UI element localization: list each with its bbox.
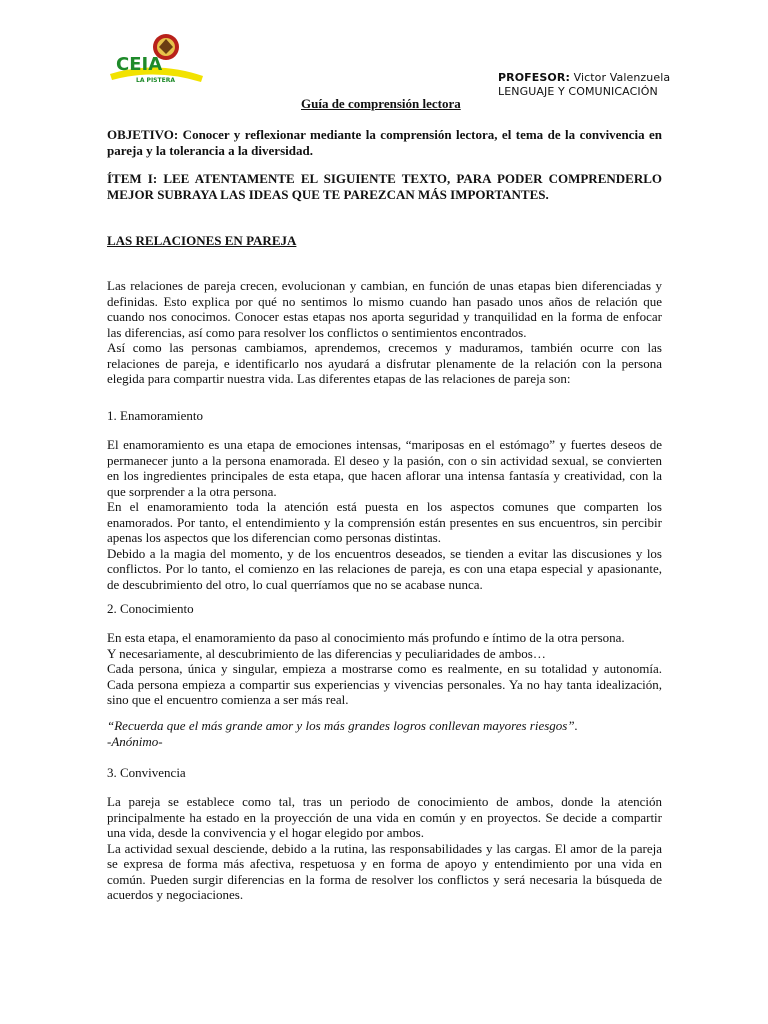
stage-heading-convivencia: 3. Convivencia [107,765,186,780]
stage-paragraph: Y necesariamente, al descubrimiento de las diferencias y peculiaridades de ambos… [107,645,546,661]
stage-paragraph: La pareja se establece como tal, tras un periodo de conocimiento de ambos, donde la atención principalmente ha estado en la proyección de una vida en común y en proyectos. Se decide a compartir una vida, desde la convivencia y el hogar elegido por ambos. [107,794,662,840]
quote [107,718,662,749]
stage-paragraph: El enamoramiento es una etapa de emociones intensas, “mariposas en el estómago” y fuertes deseos de permanecer junto a la persona enamorada. El deseo y la pasión, con o sin actividad sexual, se convierten en los ingredientes principales de esta etapa, que hacen aflorar una intensa fantasía y creatividad, con la que sorprender a la otra persona. [107,437,662,499]
stage-paragraph: Cada persona, única y singular, empieza a mostrarse como es realmente, en su totalidad y autonomía. Cada persona empieza a compartir sus experiencias y vivencias personales. Ya no hay tanta idealización, sino que el encuentro comienza a ser más real. [107,661,662,707]
stage-paragraph: La actividad sexual desciende, debido a la rutina, las responsabilidades y las cargas. El amor de la pareja se expresa de forma más afectiva, respetuosa y en forma de apoyo y entendimiento por una vida en común. Pueden surgir diferencias en la forma de resolver los conflictos y será necesaria la búsqueda de acuerdos y negociaciones. [107,840,662,902]
stage-paragraph: Debido a la magia del momento, y de los encuentros deseados, se tienden a evitar las discusiones y los conflictos. Por lo tanto, el comienzo en las relaciones de pareja, es con una etapa especial y apasionante, de descubrimiento del otro, lo cual querríamos que no se acabase nunca. [107,545,662,592]
stage-text-enamoramiento [107,437,662,592]
stage-paragraph: En esta etapa, el enamoramiento da paso al conocimiento más profundo e íntimo de la otra persona. [107,630,625,645]
professor-name: Victor Valenzuela [573,71,671,84]
school-logo [106,30,206,86]
stage-heading-enamoramiento: 1. Enamoramiento [107,408,204,423]
quote-author: -Anónimo- [107,733,163,749]
stage-paragraph: En el enamoramiento toda la atención está puesta en los aspectos comunes que comparten los enamorados. Por tanto, el entendimiento y la comprensión están presentes en sus encuentros, sin percibir apenas los aspectos que los diferencian como personas distintas. [107,499,662,545]
stage-text-convivencia [107,794,662,903]
quote-text: “Recuerda que el más grande amor y los más grandes logros conllevan mayores riesgos”. [107,718,578,733]
logo-subtext: LA PISTERA [136,77,175,84]
objective: OBJETIVO: Conocer y reflexionar mediante la comprensión lectora, el tema de la convivencia en pareja y la tolerancia a la diversidad. [107,127,662,158]
stage-heading-conocimiento: 2. Conocimiento [107,601,194,616]
logo-text: CEIA [116,54,163,75]
section-title: LAS RELACIONES EN PAREJA [107,233,297,248]
item-instruction: ÍTEM I: LEE ATENTAMENTE EL SIGUIENTE TEXTO, PARA PODER COMPRENDERLO MEJOR SUBRAYA LAS IDEAS QUE TE PAREZCAN MÁS IMPORTANTES. [107,171,662,202]
intro-paragraph: Las relaciones de pareja crecen, evolucionan y cambian, en función de unas etapas bien diferenciadas y definidas. Esto explica por qué no sentimos lo mismo cuando han pasado unos años de relación que cuando nos conocimos. Conocer estas etapas nos aporta seguridad y tranquilidad en la forma de enfocar las diferencias, así como para resolver los conflictos o sentimientos encontrados. [107,278,662,340]
professor-header [498,71,670,99]
intro-paragraph: Así como las personas cambiamos, aprendemos, crecemos y maduramos, también ocurre con las relaciones de pareja, e identificarlo nos ayudará a disfrutar plenamente de la relación con la persona elegida para compartir nuestra vida. Las diferentes etapas de las relaciones de pareja son: [107,340,662,386]
document-title: Guía de comprensión lectora [301,96,461,111]
subject-label: LENGUAJE Y COMUNICACIÓN [498,85,658,98]
professor-label: PROFESOR: [498,71,570,84]
intro-text [107,278,662,387]
stage-text-conocimiento [107,630,662,708]
